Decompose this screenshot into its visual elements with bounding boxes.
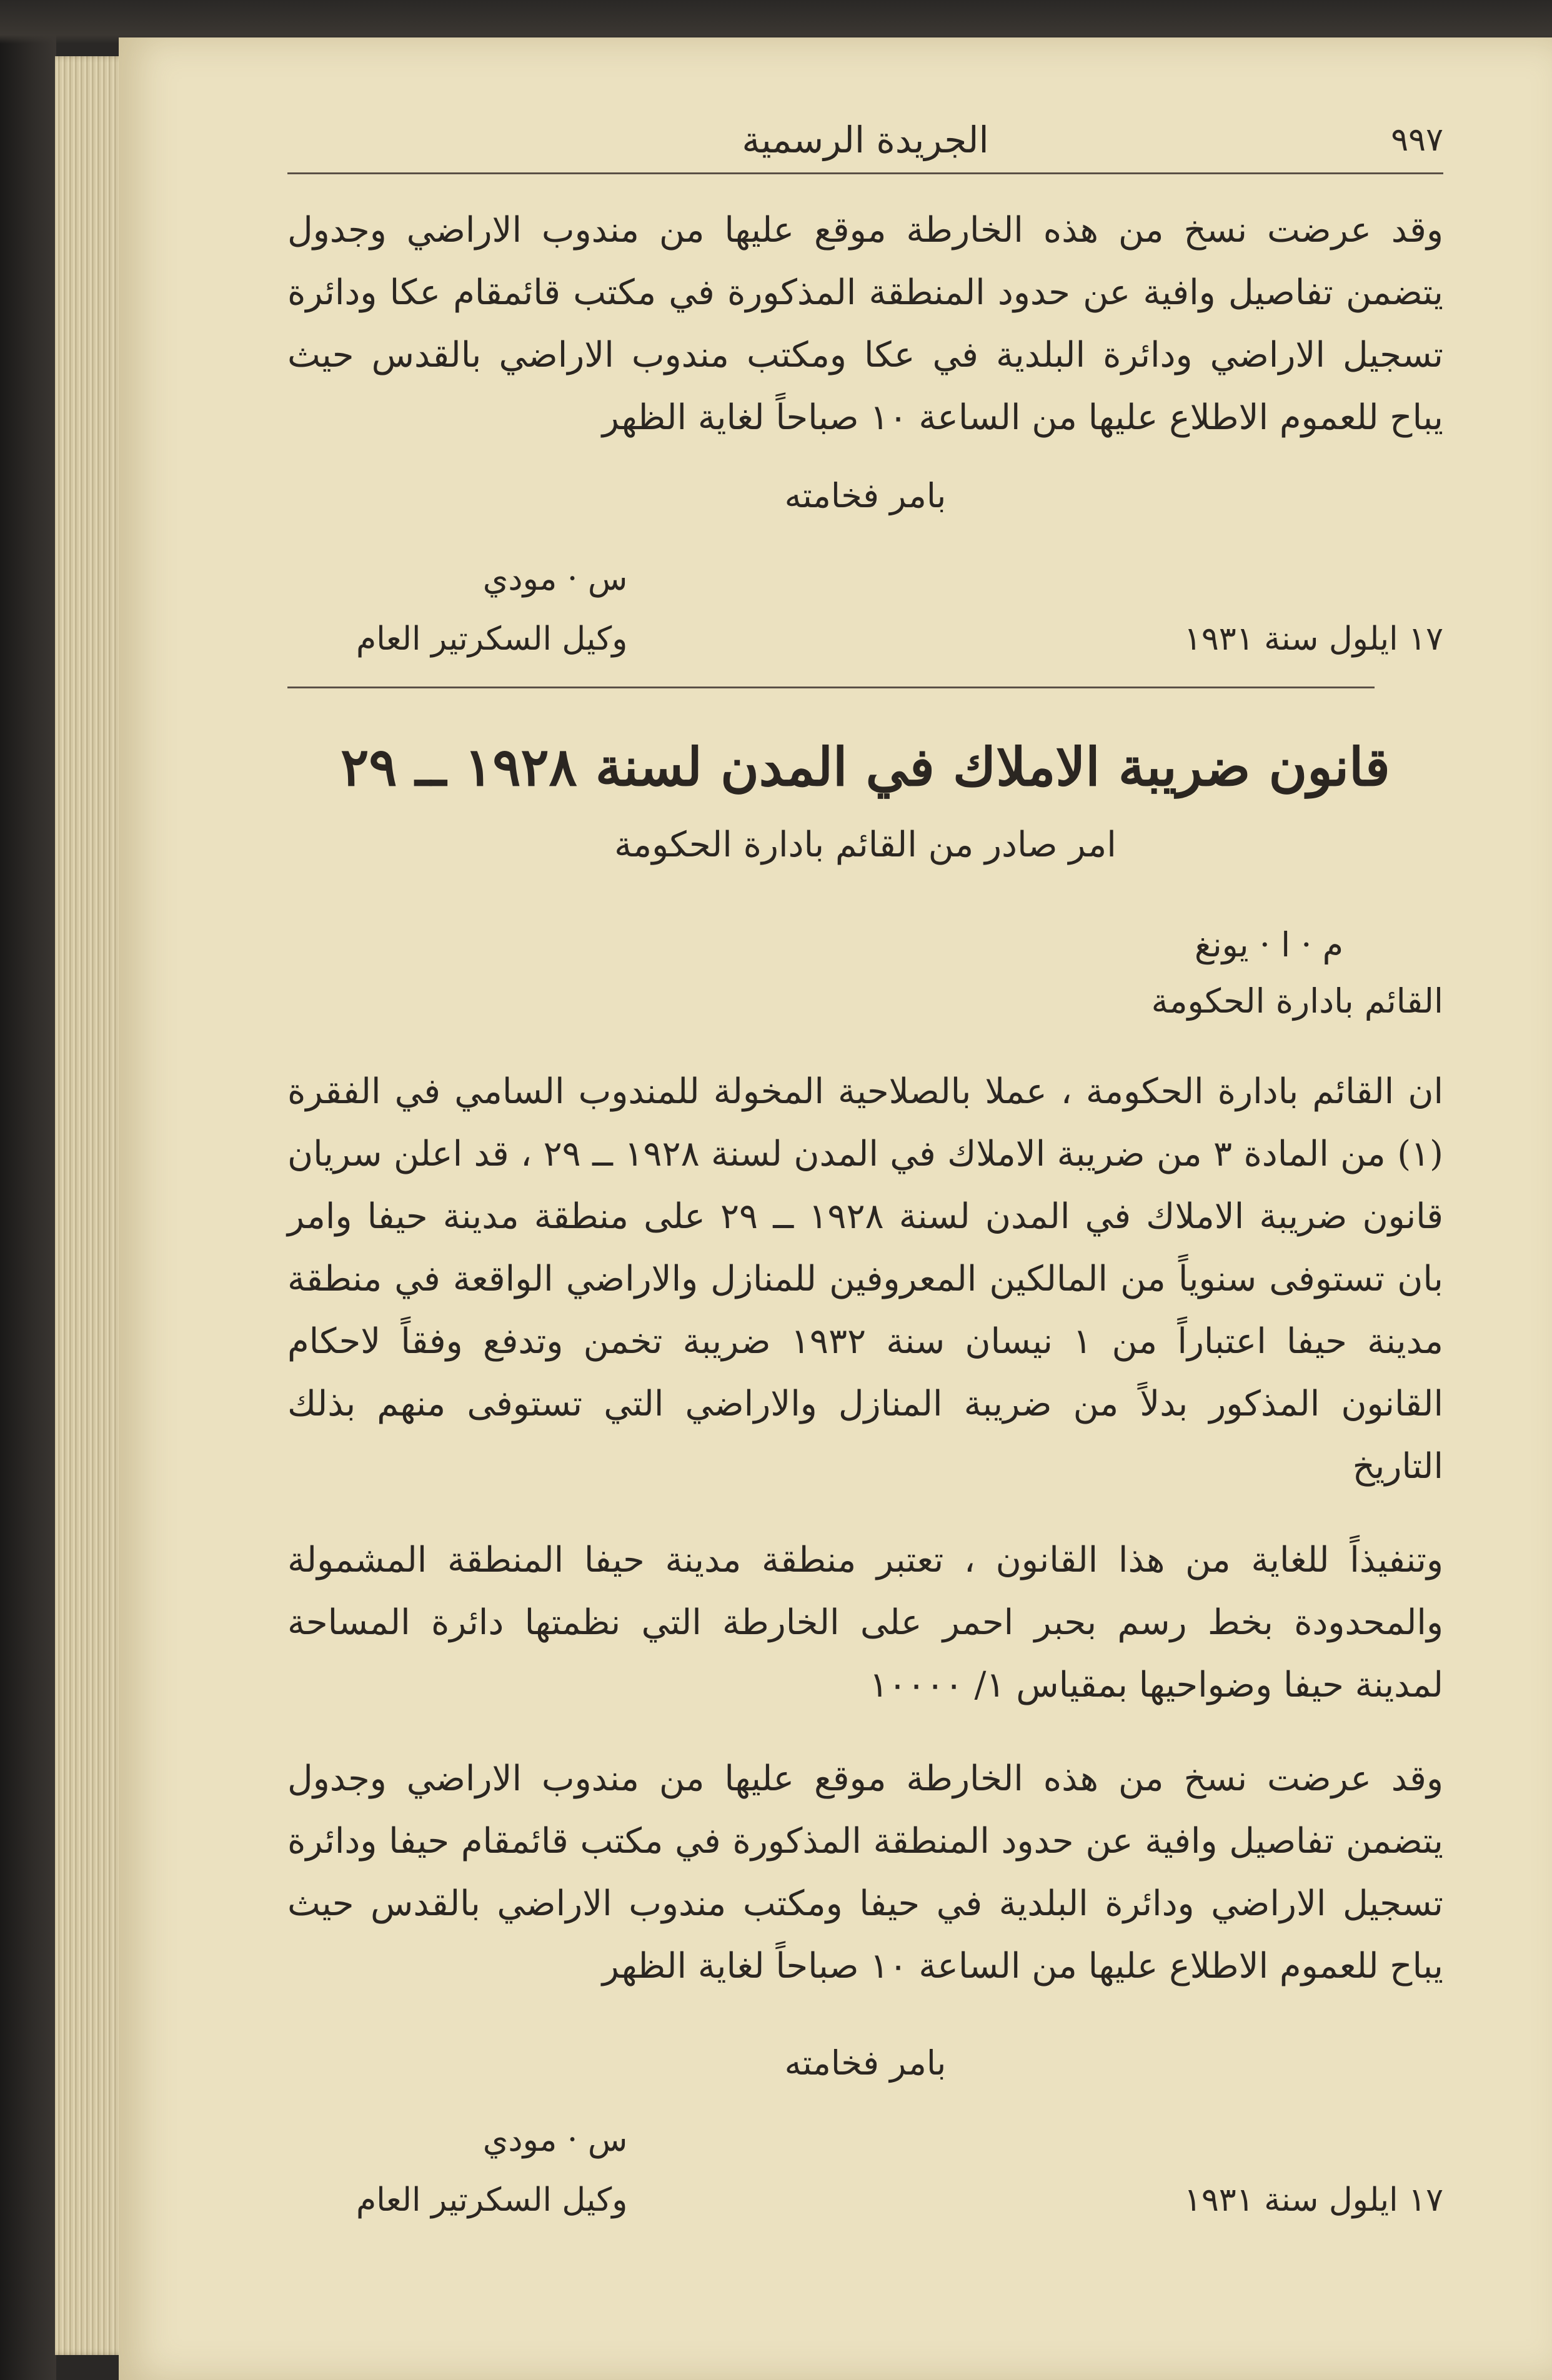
notice-acre-body: وقد عرضت نسخ من هذه الخارطة موقع عليها من مندوب الاراضي وجدول يتضمن تفاصيل وافية عن حدود المنطقة المذكورة في مكتب قائمقام عكا ودائرة تسجيل الاراضي ودائرة البلدية في عكا ومكتب مندوب الاراضي بالقدس حيث يباح للعموم الاطلاع عليها من الساعة ١٠ صباحاً لغاية الظهر — [287, 210, 1443, 438]
spacer — [287, 1029, 1443, 1061]
law-signature — [356, 2110, 627, 2230]
spacer — [287, 1717, 1443, 1748]
law-title: قانون ضريبة الاملاك في المدن لسنة ١٩٢٨ ــ ٢٩ — [341, 736, 1390, 798]
page-content — [287, 112, 1443, 2235]
signer-title: وكيل السكرتير العام — [356, 620, 628, 658]
page-number: ٩٩٧ — [1391, 121, 1443, 159]
gazette-title: الجريدة الرسمية — [742, 119, 989, 161]
issuer-name: م · ا · يونغ — [1194, 925, 1343, 964]
notice-acre-signature-block — [287, 549, 1443, 674]
running-header — [287, 112, 1443, 174]
issuer-title: القائم بادارة الحكومة — [1151, 981, 1443, 1021]
notice-acre-by-order: بامر فخامته — [784, 476, 947, 515]
law-paragraph-1: ان القائم بادارة الحكومة ، عملا بالصلاحية المخولة للمندوب السامي في الفقرة (١) من المادة ٣ من ضريبة الاملاك في المدن لسنة ١٩٢٨ ــ ٢٩ ، قد اعلن سريان قانون ضريبة الاملاك في المدن لسنة ١٩٢٨ ــ ٢٩ على منطقة مدينة حيفا وامر بان تستوفى سنوياً من المالكين المعروفين للمنازل والاراضي الواقعة في منطقة مدينة حيفا اعتباراً من ١ نيسان سنة ١٩٣٢ ضريبة تخمن وتدفع وفقاً لاحكام القانون المذكور بدلاً من ضريبة المنازل والاراضي التي تستوفى منهم بذلك التاريخ — [287, 1071, 1443, 1487]
section-divider — [287, 687, 1375, 688]
signer-title: وكيل السكرتير العام — [356, 2181, 628, 2219]
law-issuer — [287, 917, 1443, 1029]
law-by-order: بامر فخامته — [784, 2043, 947, 2083]
signer-name: س · مودي — [482, 560, 628, 598]
law-date: ١٧ ايلول سنة ١٩٣١ — [1183, 2181, 1443, 2219]
signer-name: س · مودي — [482, 2121, 628, 2159]
law-signature-block — [287, 2110, 1443, 2235]
spacer — [287, 1498, 1443, 1529]
notice-acre-date: ١٧ ايلول سنة ١٩٣١ — [1183, 620, 1443, 658]
law-subtitle: امر صادر من القائم بادارة الحكومة — [614, 825, 1117, 865]
law-paragraph-3: وقد عرضت نسخ من هذه الخارطة موقع عليها من مندوب الاراضي وجدول يتضمن تفاصيل وافية عن حدود المنطقة المذكورة في مكتب قائمقام حيفا ودائرة تسجيل الاراضي ودائرة البلدية في حيفا ومكتب مندوب الاراضي بالقدس حيث يباح للعموم الاطلاع عليها من الساعة ١٠ صباحاً لغاية الظهر — [287, 1758, 1443, 1986]
notice-acre-signature — [356, 549, 627, 669]
law-paragraph-2: وتنفيذاً للغاية من هذا القانون ، تعتبر منطقة مدينة حيفا المنطقة المشمولة والمحدودة بخط رسم بحبر احمر على الخارطة التي نظمتها دائرة المساحة لمدينة حيفا وضواحيها بمقياس ١/ ١٠٠٠٠ — [287, 1540, 1444, 1705]
book-spine-shadow — [0, 0, 56, 2380]
